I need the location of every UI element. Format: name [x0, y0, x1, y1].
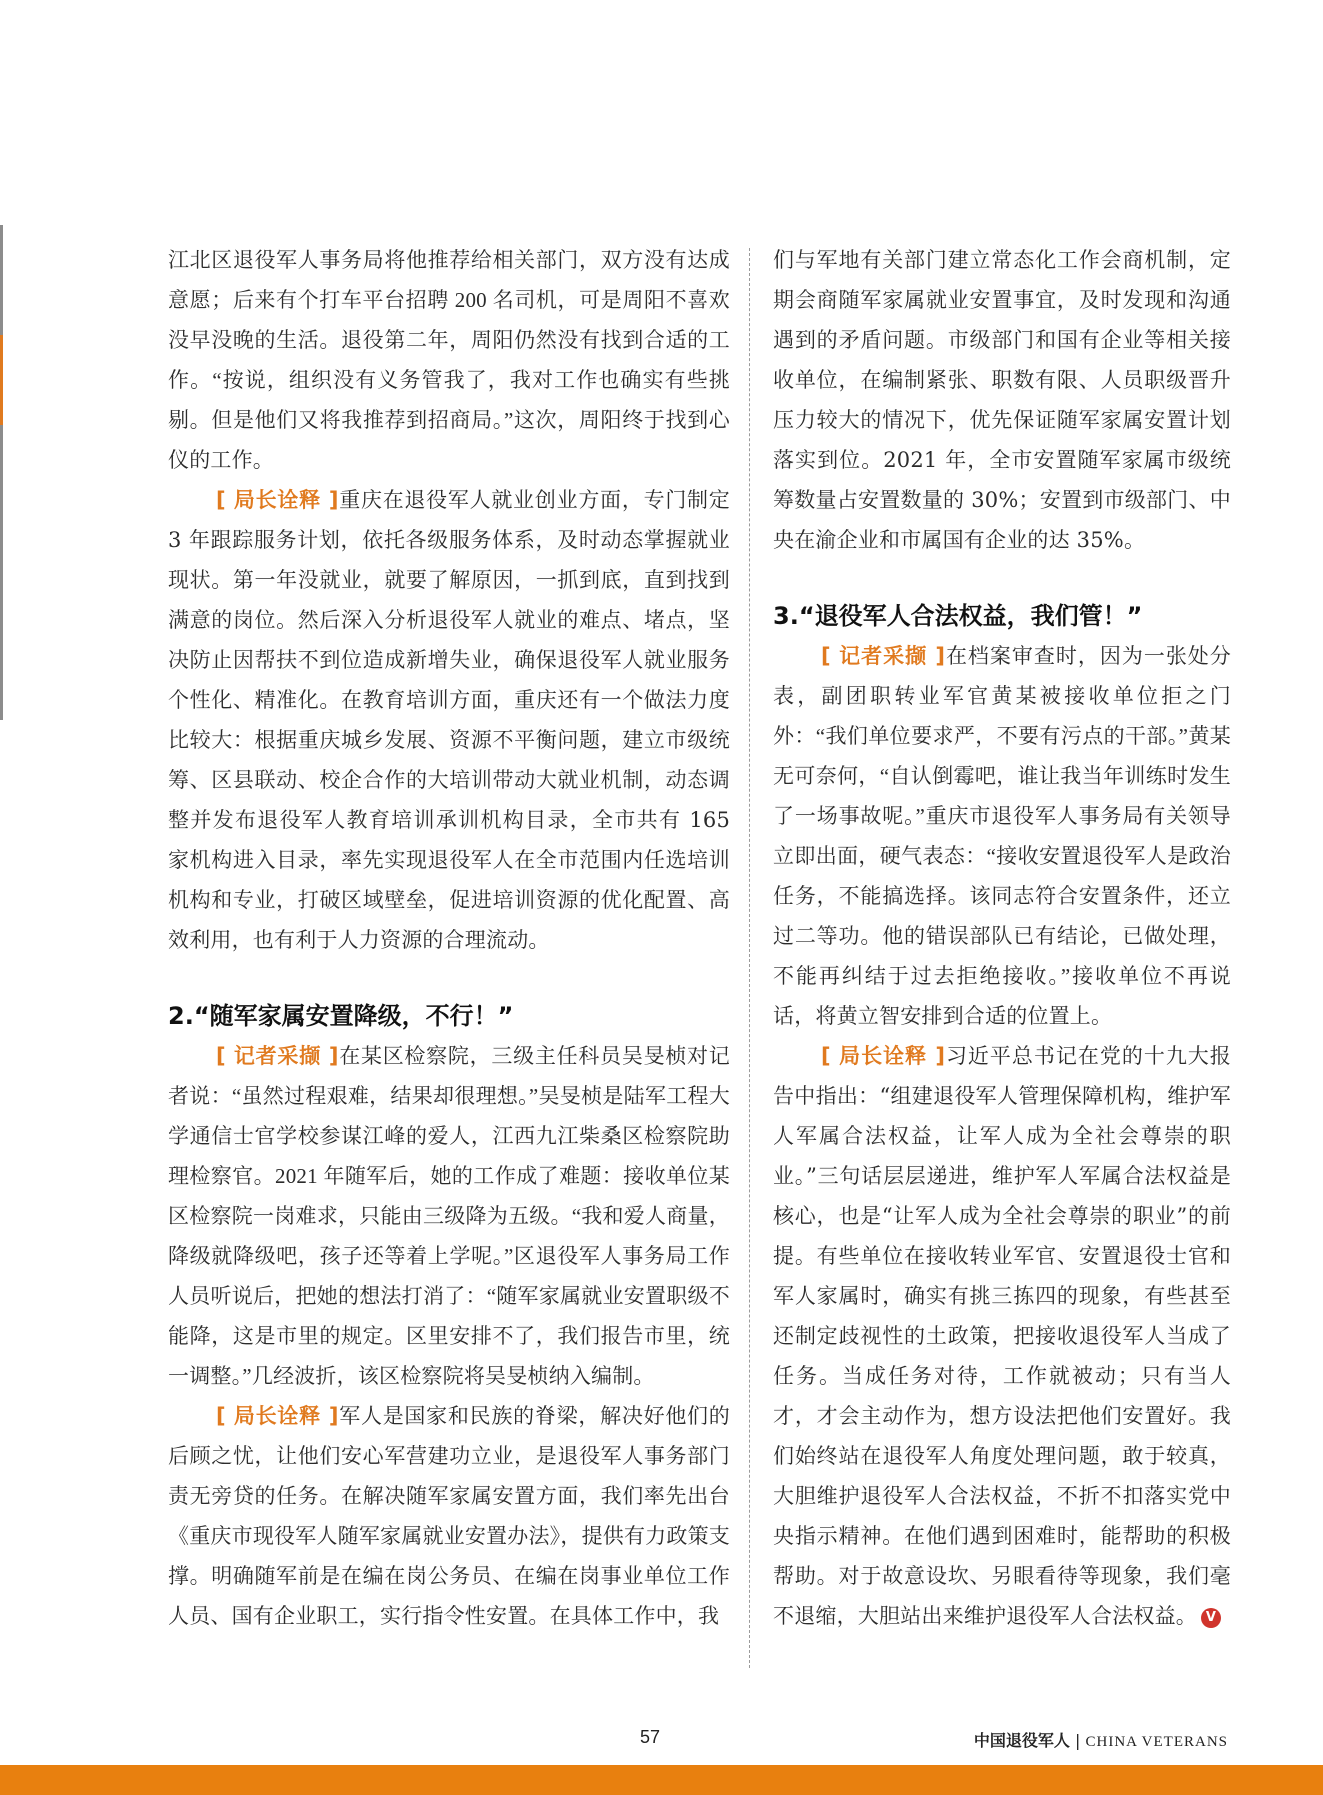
left-column: [168, 240, 730, 1636]
column-divider: [749, 248, 750, 1668]
director-comment-tag: [ 局长诠释 ]: [216, 488, 339, 512]
article-paragraph: 们与军地有关部门建立常态化工作会商机制，定期会商随军家属就业安置事宜，及时发现和沟通遇到的矛盾问题。市级部门和国有企业等相关接收单位，在编制紧张、职数有限、人员职级晋升压力较大的情况下，优先保证随军家属安置计划落实到位。2021 年，全市安置随军家属市级统筹数量占安置数量的 30%；安置到市级部门、中央在渝企业和市属国有企业的达 35%。: [773, 248, 1231, 552]
paragraph-text: 重庆在退役军人就业创业方面，专门制定 3 年跟踪服务计划，依托各级服务体系，及时动态掌握就业现状。第一年没就业，就要了解原因，一抓到底，直到找到满意的岗位。然后深入分析退役军人就业的难点、堵点，坚决防止因帮扶不到位造成新增失业，确保退役军人就业服务个性化、精准化。在教育培训方面，重庆还有一个做法力度比较大：根据重庆城乡发展、资源不平衡问题，建立市级统筹、区县联动、校企合作的大培训带动大就业机制，动态调整并发布退役军人教育培训承训机构目录，全市共有 165 家机构进入目录，率先实现退役军人在全市范围内任选培训机构和专业，打破区域壁垒，促进培训资源的优化配置、高效利用，也有利于人力资源的合理流动。: [168, 488, 730, 952]
director-comment-tag: [ 局长诠释 ]: [216, 1404, 339, 1428]
paragraph-text: 在档案审查时，因为一张处分表，副团职转业军官黄某被接收单位拒之门外：“我们单位要求严，不要有污点的干部。”黄某无可奈何，“自认倒霉吧，谁让我当年训练时发生了一场事故呢。”重庆市退役军人事务局有关领导立即出面，硬气表态：“接收安置退役军人是政治任务，不能搞选择。该同志符合安置条件，还立过二等功。他的错误部队已有结论，已做处理，不能再纠结于过去拒绝接收。”接收单位不再说话，将黄立智安排到合适的位置上。: [773, 644, 1231, 1028]
section-heading-2: 2.“随军家属安置降级，不行！”: [168, 1002, 514, 1030]
right-column: [773, 240, 1231, 1636]
reporter-notes-paragraph: [168, 1036, 730, 1396]
page-edge-accent: [0, 335, 3, 425]
footer-separator: |: [1075, 1731, 1081, 1750]
page-number: 57: [640, 1727, 661, 1747]
article-paragraph: 江北区退役军人事务局将他推荐给相关部门，双方没有达成意愿；后来有个打车平台招聘 200 名司机，可是周阳不喜欢没早没晚的生活。退役第二年，周阳仍然没有找到合适的工作。“按说，组织没有义务管我了，我对工作也确实有些挑剔。但是他们又将我推荐到招商局。”这次，周阳终于找到心仪的工作。: [168, 248, 730, 472]
paragraph-text: 在某区检察院，三级主任科员吴旻桢对记者说：“虽然过程艰难，结果却很理想。”吴旻桢是陆军工程大学通信士官学校参谋江峰的爱人，江西九江柴桑区检察院助理检察官。2021 年随军后，她的工作成了难题：接收单位某区检察院一岗难求，只能由三级降为五级。“我和爱人商量，降级就降级吧，孩子还等着上学呢。”区退役军人事务局工作人员听说后，把她的想法打消了：“随军家属就业安置职级不能降，这是市里的规定。区里安排不了，我们报告市里，统一调整。”几经波折，该区检察院将吴旻桢纳入编制。: [168, 1044, 730, 1388]
section-heading-3: 3.“退役军人合法权益，我们管！”: [773, 602, 1143, 630]
reporter-notes-paragraph: [773, 636, 1231, 1036]
magazine-name-cn: 中国退役军人: [973, 1731, 1070, 1750]
director-comment-tag: [ 局长诠释 ]: [821, 1044, 946, 1068]
article-end-icon: V: [1201, 1608, 1221, 1628]
director-comment-paragraph: [168, 1396, 730, 1636]
director-comment-paragraph: [773, 1036, 1231, 1636]
footer-brand: [974, 1728, 1228, 1751]
paragraph-text: 习近平总书记在党的十九大报告中指出：“组建退役军人管理保障机构，维护军人军属合法权益，让军人成为全社会尊崇的职业。”三句话层层递进，维护军人军属合法权益是核心，也是“让军人成为全社会尊崇的职业”的前提。有些单位在接收转业军官、安置退役士官和军人家属时，确实有挑三拣四的现象，有些甚至还制定歧视性的土政策，把接收退役军人当成了任务。当成任务对待，工作就被动；只有当人才，才会主动作为，想方设法把他们安置好。我们始终站在退役军人角度处理问题，敢于较真，大胆维护退役军人合法权益，不折不扣落实党中央指示精神。在他们遇到困难时，能帮助的积极帮助。对于故意设坎、另眼看待等现象，我们毫不退缩，大胆站出来维护退役军人合法权益。: [773, 1044, 1231, 1628]
reporter-notes-tag: [ 记者采撷 ]: [216, 1044, 339, 1068]
director-comment-paragraph: [168, 480, 730, 960]
bottom-accent-bar: [0, 1765, 1323, 1795]
reporter-notes-tag: [ 记者采撷 ]: [821, 644, 946, 668]
magazine-name-en: CHINA VETERANS: [1085, 1734, 1228, 1750]
page-edge-mark: [0, 225, 3, 720]
paragraph-text: 军人是国家和民族的脊梁，解决好他们的后顾之忧，让他们安心军营建功立业，是退役军人事务部门责无旁贷的任务。在解决随军家属安置方面，我们率先出台《重庆市现役军人随军家属就业安置办法》，提供有力政策支撑。明确随军前是在编在岗公务员、在编在岗事业单位工作人员、国有企业职工，实行指令性安置。在具体工作中，我: [168, 1404, 730, 1628]
